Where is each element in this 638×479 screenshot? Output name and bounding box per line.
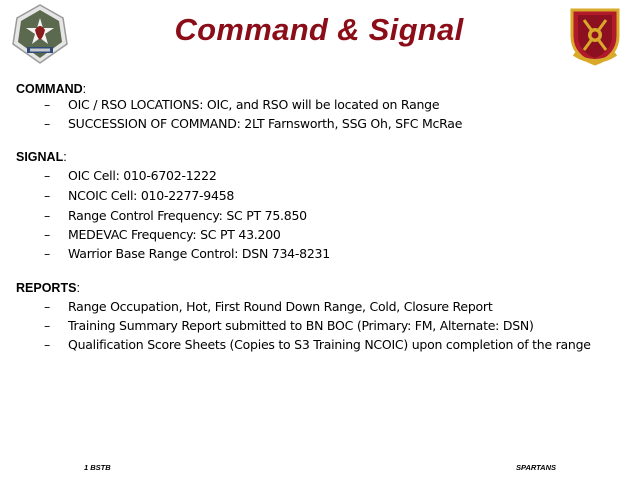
list-item-text: OIC / RSO LOCATIONS: OIC, and RSO will be located on Range (68, 97, 440, 112)
list-item (44, 97, 439, 112)
list-item (44, 227, 281, 242)
list-item (44, 318, 534, 333)
bullet-dash: – (44, 227, 50, 242)
section-heading: COMMAND (16, 82, 83, 96)
footer-motto: SPARTANS (516, 463, 557, 472)
list-item-text: Qualification Score Sheets (Copies to S3 Training NCOIC) upon completion of the range (68, 337, 591, 352)
section-reports-heading (16, 281, 80, 295)
list-item-text: Training Summary Report submitted to BN BOC (Primary: FM, Alternate: DSN) (68, 318, 534, 333)
section-heading-colon: : (82, 82, 87, 96)
list-item (44, 188, 234, 203)
footer-unit: 1 BSTB (84, 463, 111, 472)
section-heading: REPORTS (16, 281, 77, 295)
bullet-dash: – (44, 318, 50, 333)
list-item-text: OIC Cell: 010-6702-1222 (68, 168, 217, 183)
bullet-dash: – (44, 116, 50, 131)
bullet-dash: – (44, 208, 50, 223)
bullet-dash: – (44, 188, 50, 203)
bullet-dash: – (44, 337, 50, 352)
section-command-heading (16, 82, 86, 96)
section-signal-heading (16, 150, 67, 164)
list-item (44, 246, 330, 261)
list-item-text: Range Occupation, Hot, First Round Down Range, Cold, Closure Report (68, 299, 493, 314)
section-heading: SIGNAL (16, 150, 64, 164)
list-item (44, 299, 492, 314)
bullet-dash: – (44, 246, 50, 261)
bullet-dash: – (44, 168, 50, 183)
list-item-text: MEDEVAC Frequency: SC PT 43.200 (68, 227, 281, 242)
list-item (44, 168, 217, 183)
regimental-crest-icon (566, 6, 624, 66)
list-item-text: SUCCESSION OF COMMAND: 2LT Farnsworth, SSG Oh, SFC McRae (68, 116, 463, 131)
list-item-text: NCOIC Cell: 010-2277-9458 (68, 188, 235, 203)
section-heading-colon: : (76, 281, 80, 295)
bullet-dash: – (44, 299, 50, 314)
list-item-text: Range Control Frequency: SC PT 75.850 (68, 208, 307, 223)
list-item-text: Warrior Base Range Control: DSN 734-8231 (68, 246, 330, 261)
bullet-dash: – (44, 97, 50, 112)
list-item (44, 337, 591, 352)
list-item (44, 208, 307, 223)
slide-title: Command & Signal (174, 12, 464, 47)
list-item (44, 116, 462, 131)
section-heading-colon: : (63, 150, 67, 164)
